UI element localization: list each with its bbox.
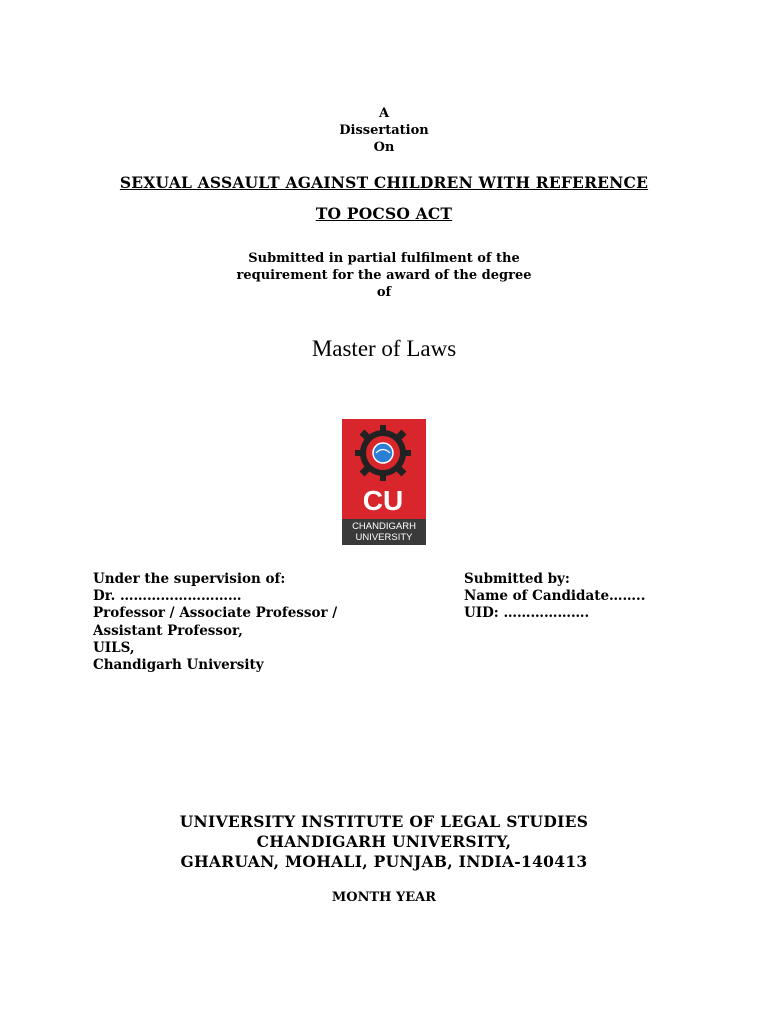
supervisor-university: Chandigarh University xyxy=(93,657,264,674)
supervisor-institute: UILS, xyxy=(93,639,135,656)
candidate-uid: UID: ………………. xyxy=(464,605,590,622)
degree-name: Master of Laws xyxy=(311,336,457,361)
submission-line1: Submitted in partial fulfilment of the xyxy=(248,251,520,266)
header-block xyxy=(0,105,768,156)
header-dissertation: Dissertation xyxy=(339,123,429,138)
logo-line2: UNIVERSITY xyxy=(355,532,413,543)
logo-line1: CHANDIGARH xyxy=(352,521,416,532)
university-logo xyxy=(342,419,426,545)
submission-line2: requirement for the award of the degree xyxy=(236,268,532,283)
supervision-heading: Under the supervision of: xyxy=(93,571,286,587)
supervision-block xyxy=(93,571,337,674)
thesis-title-line1: SEXUAL ASSAULT AGAINST CHILDREN WITH REFERENCE xyxy=(119,173,649,192)
logo-cu-text: CU xyxy=(362,485,404,516)
supervisor-name: Dr. ……………………… xyxy=(93,588,242,605)
header-on: On xyxy=(373,140,395,155)
thesis-title-line2: TO POCSO ACT xyxy=(315,204,453,223)
institution-block xyxy=(0,812,768,872)
submission-statement xyxy=(0,250,768,301)
candidate-name: Name of Candidate…….. xyxy=(464,588,646,605)
submitted-heading: Submitted by: xyxy=(464,571,570,587)
institution-line2: CHANDIGARH UNIVERSITY, xyxy=(256,832,512,851)
header-a: A xyxy=(378,106,390,121)
submitted-by-block xyxy=(464,571,645,623)
submission-date: MONTH YEAR xyxy=(331,890,437,905)
submission-line3: of xyxy=(376,285,392,300)
institution-line3: GHARUAN, MOHALI, PUNJAB, INDIA-140413 xyxy=(180,852,588,871)
supervisor-designation-2: Assistant Professor, xyxy=(93,622,243,639)
supervisor-designation: Professor / Associate Professor / xyxy=(93,605,338,622)
institution-line1: UNIVERSITY INSTITUTE OF LEGAL STUDIES xyxy=(179,812,589,831)
